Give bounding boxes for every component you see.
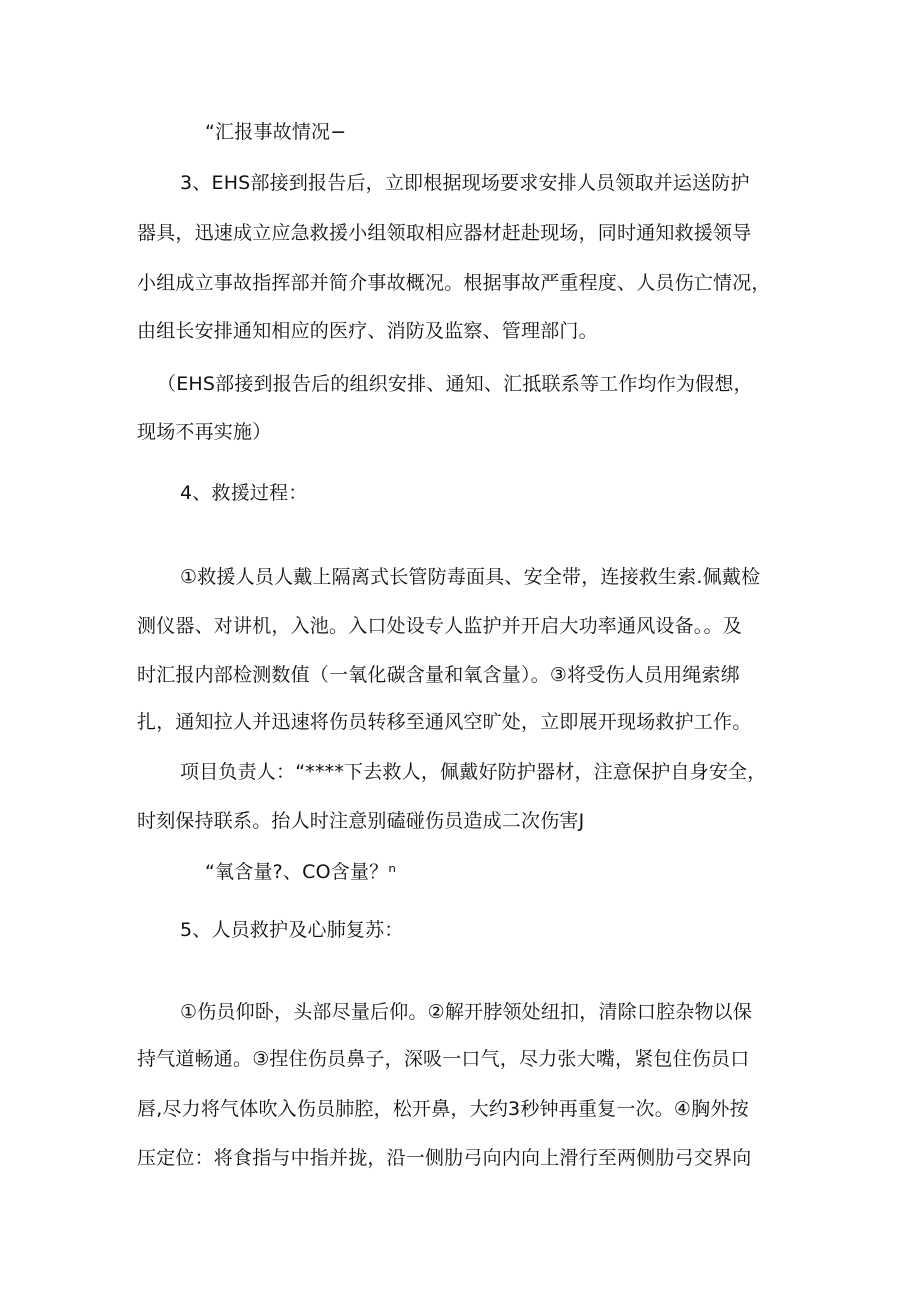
text-line: 时汇报内部检测数值（一氧化碳含量和氧含量）。③将受伤人员用绳索绑 <box>137 664 740 686</box>
text-line: 测仪器、对讲机，入池。入口处设专人监护并开启大功率通风设备。。及 <box>137 615 742 637</box>
text-line: “汇报事故情况− <box>205 121 347 143</box>
text-line: 5、人员救护及心肺复苏： <box>180 919 404 941</box>
text-line: （EHS部接到报告后的组织安排、通知、汇抵联系等工作均作为假想， <box>157 373 753 395</box>
text-line: 3、EHS部接到报告后，立即根据现场要求安排人员领取并运送防护 <box>180 172 750 194</box>
text-line: 扎，通知拉人并迅速将伤员转移至通风空旷处，立即展开现场救护工作。 <box>137 711 752 733</box>
text-line: “氧含量?、CO含量？ⁿ <box>205 861 397 883</box>
text-line: 项目负责人：“****下去救人，佩戴好防护器材，注意保护自身安全， <box>180 761 767 783</box>
text-line: 唇,尽力将气体吹入伤员肺腔，松开鼻，大约3秒钟再重复一次。④胸外按 <box>137 1098 749 1120</box>
text-line: 小组成立事故指挥部并简介事故概况。根据事故严重程度、人员伤亡情况， <box>137 272 771 294</box>
text-line: 现场不再实施） <box>137 421 272 443</box>
text-line: 4、救援过程： <box>180 482 308 504</box>
text-line: 器具，迅速成立应急救援小组领取相应器材赶赴现场，同时通知救援领导 <box>137 222 752 244</box>
text-line: 压定位：将食指与中指并拢，沿一侧肋弓向内向上滑行至两侧肋弓交界向 <box>137 1147 752 1169</box>
text-line: ①救援人员人戴上隔离式长管防毒面具、安全带，连接救生索.佩戴检 <box>180 566 761 588</box>
text-line: 时刻保持联系。抬人时注意别磕碰伤员造成二次伤害J <box>137 810 585 832</box>
text-line: ①伤员仰卧，头部尽量后仰。②解开脖领处纽扣，清除口腔杂物以保 <box>180 1001 753 1023</box>
text-line: 持气道畅通。③捏住伤员鼻子，深吸一口气，尽力张大嘴，紧包住伤员口 <box>137 1048 750 1070</box>
text-line: 由组长安排通知相应的医疗、消防及监察、管理部门。 <box>137 320 598 342</box>
